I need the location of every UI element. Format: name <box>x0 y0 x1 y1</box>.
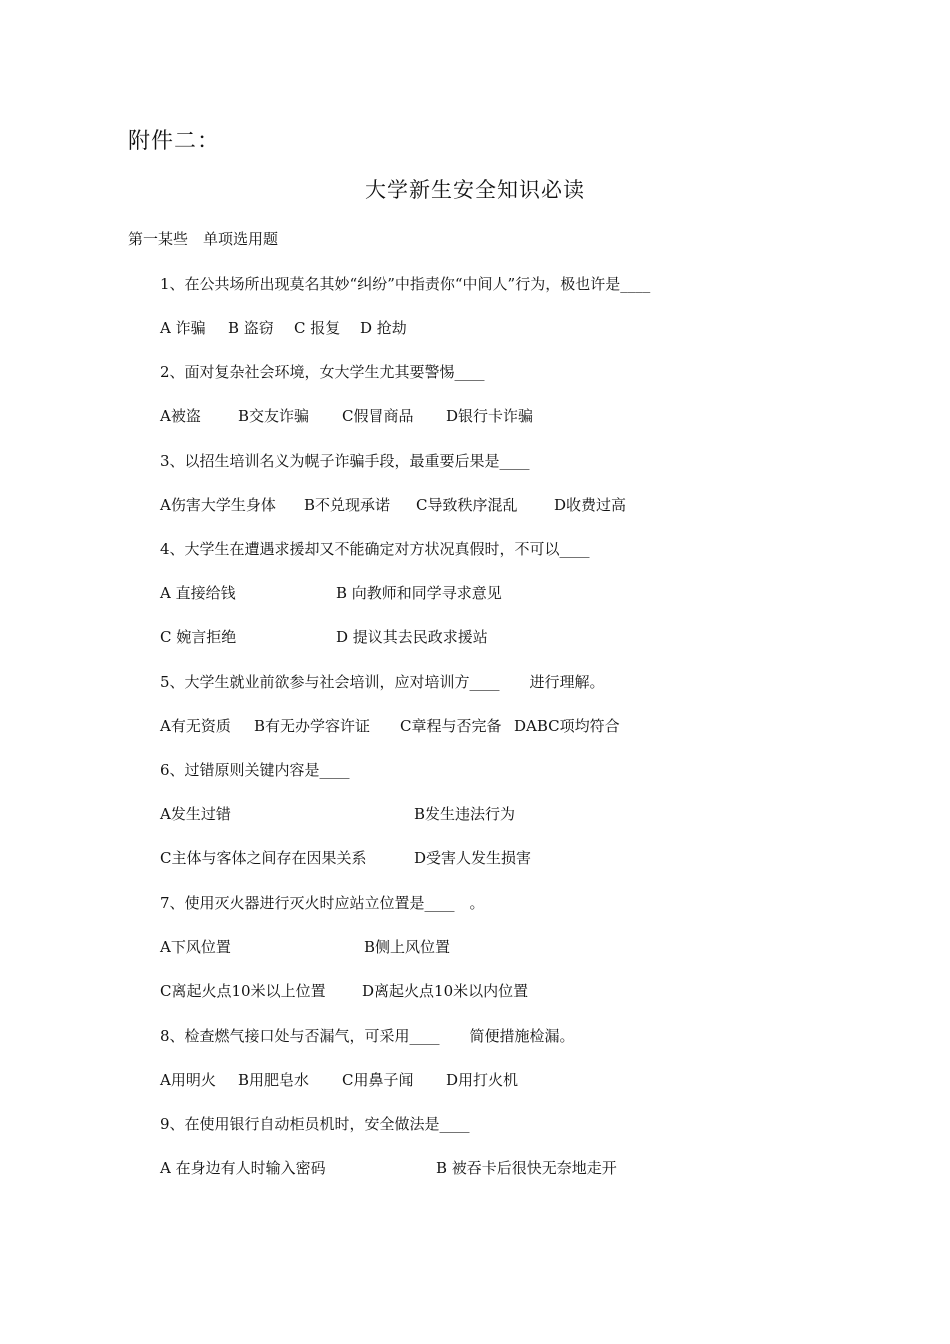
answer-option: D用打火机 <box>446 1071 519 1089</box>
question-text: 3、以招生培训名义为幌子诈骗手段，最重要后果是____ <box>160 452 530 470</box>
answer-option: C主体与客体之间存在因果关系 <box>160 849 367 867</box>
answer-option: B 被吞卡后很快无奈地走开 <box>436 1159 617 1177</box>
answer-option: A伤害大学生身体 <box>160 496 276 514</box>
answer-option: A 诈骗 <box>160 319 206 337</box>
answer-option: C 报复 <box>294 319 341 337</box>
question-text: 2、面对复杂社会环境，女大学生尤其要警惕____ <box>160 363 485 381</box>
answer-option: B交友诈骗 <box>238 407 310 425</box>
answer-option: B有无办学容许证 <box>254 717 371 735</box>
answer-option: A下风位置 <box>160 938 231 956</box>
answer-option: D 抢劫 <box>360 319 407 337</box>
question-text: 5、大学生就业前欲参与社会培训，应对培训方____ 进行理解。 <box>160 673 605 691</box>
answer-option: D银行卡诈骗 <box>446 407 534 425</box>
answer-option: C用鼻子闻 <box>342 1071 414 1089</box>
answer-option: B 向教师和同学寻求意见 <box>336 584 502 602</box>
answer-option: B发生违法行为 <box>414 805 516 823</box>
answer-option: C离起火点10米以上位置 <box>160 982 326 1000</box>
answer-option: D收费过高 <box>554 496 627 514</box>
question-text: 9、在使用银行自动柜员机时，安全做法是____ <box>160 1115 470 1133</box>
answer-option: C导致秩序混乱 <box>416 496 518 514</box>
answer-option: C章程与否完备 <box>400 717 502 735</box>
document-title: 大学新生安全知识必读 <box>365 178 585 202</box>
answer-option: D 提议其去民政求援站 <box>336 628 488 646</box>
answer-option: D离起火点10米以内位置 <box>362 982 529 1000</box>
answer-option: B 盗窃 <box>228 319 274 337</box>
annex-label: 附件二： <box>128 129 221 154</box>
answer-option: A发生过错 <box>160 805 231 823</box>
answer-option: C假冒商品 <box>342 407 414 425</box>
answer-option: D受害人发生损害 <box>414 849 532 867</box>
answer-option: B用肥皂水 <box>238 1071 310 1089</box>
answer-option: A有无资质 <box>160 717 231 735</box>
section-heading: 第一某些 单项选用题 <box>128 230 279 248</box>
question-text: 6、过错原则关键内容是____ <box>160 761 350 779</box>
question-text: 8、检查燃气接口处与否漏气，可采用____ 简便措施检漏。 <box>160 1027 575 1045</box>
answer-option: A用明火 <box>160 1071 216 1089</box>
answer-option: C 婉言拒绝 <box>160 628 237 646</box>
answer-option: B不兑现承诺 <box>304 496 391 514</box>
answer-option: A被盗 <box>160 407 201 425</box>
question-text: 1、在公共场所出现莫名其妙“纠纷”中指责你“中间人”行为，极也许是____ <box>160 275 651 293</box>
answer-option: B侧上风位置 <box>364 938 451 956</box>
answer-option: DABC项均符合 <box>514 717 620 735</box>
question-text: 4、大学生在遭遇求援却又不能确定对方状况真假时，不可以____ <box>160 540 590 558</box>
question-text: 7、使用灭火器进行灭火时应站立位置是____ 。 <box>160 894 485 912</box>
answer-option: A 直接给钱 <box>160 584 236 602</box>
answer-option: A 在身边有人时输入密码 <box>160 1159 326 1177</box>
